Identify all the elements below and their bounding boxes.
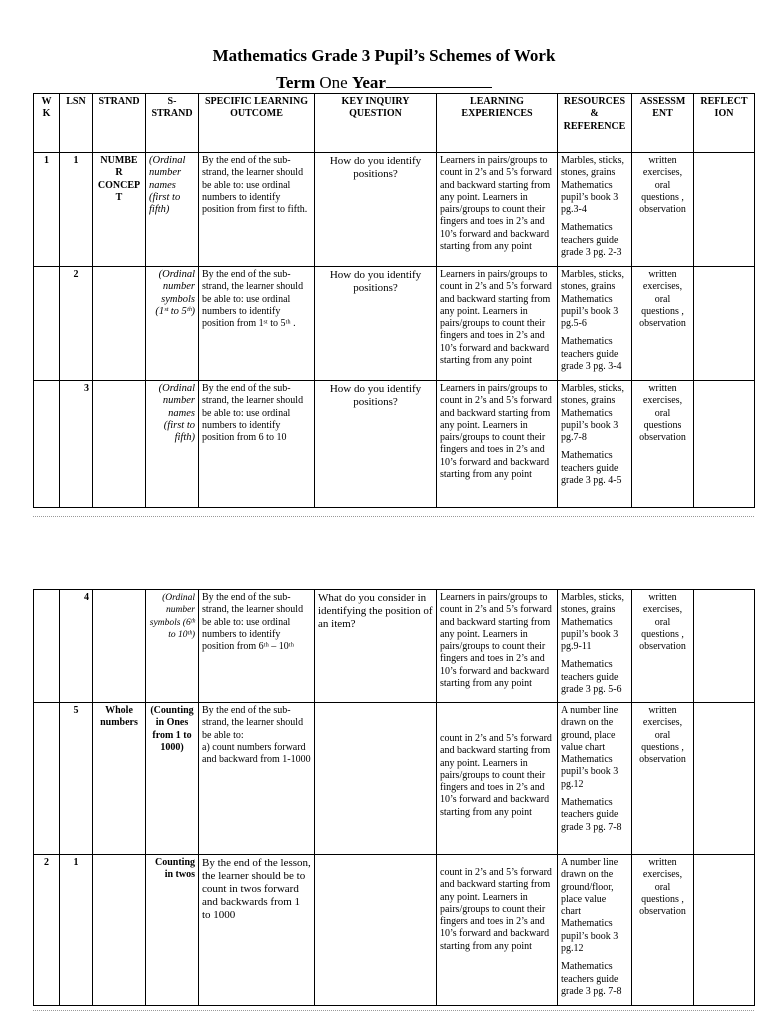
cell-reflection (694, 703, 755, 855)
header-strand: STRAND (93, 94, 146, 153)
cell-lsn: 1 (60, 855, 93, 1006)
header-sstrand: S-STRAND (146, 94, 199, 153)
cell-outcome: By the end of the sub-strand, the learner should be able to: use ordinal numbers to identify position from 6ᵗʰ – 10ᵗʰ (199, 590, 315, 703)
outcome-item: a) count numbers forward and backward from 1-1000 (202, 741, 311, 766)
cell-lsn: 2 (60, 267, 93, 381)
cell-wk: 2 (34, 855, 60, 1006)
cell-lsn: 4 (60, 590, 93, 703)
cell-resources (558, 381, 632, 508)
document-title: Mathematics Grade 3 Pupil’s Schemes of Work (212, 46, 556, 65)
cell-wk (34, 590, 60, 703)
cell-assessment: written exercises, oral questions observation (632, 381, 694, 508)
cell-reflection (694, 381, 755, 508)
table-row (34, 153, 755, 267)
cell-assessment: written exercises, oral questions , observation (632, 855, 694, 1006)
header-resources: RESOURCES & REFERENCE (558, 94, 632, 153)
resources-guide: Mathematics teachers guide grade 3 pg. 7-8 (561, 961, 622, 997)
cell-inquiry (315, 855, 437, 1006)
cell-inquiry: How do you identify positions? (315, 381, 437, 508)
cell-experiences: Learners in pairs/groups to count in 2’s and 5’s forward and backward starting from any point. Learners in pairs/groups to count their fingers and toes in 2’s and 10’s forward and backward starting from any point (437, 590, 558, 703)
cell-experiences (437, 855, 558, 1006)
header-assessment: ASSESSM ENT (632, 94, 694, 153)
cell-resources (558, 267, 632, 381)
year-label: Year (351, 73, 386, 92)
cell-outcome: By the end of the sub-strand, the learner should be able to: use ordinal numbers to identify position from first to fifth. (199, 153, 315, 267)
scheme-table-1 (33, 93, 755, 508)
resources-materials: Marbles, sticks, stones, grains Mathematics pupil’s book 3 pg.9-11 (561, 592, 625, 653)
cell-strand (93, 855, 146, 1006)
cell-inquiry: How do you identify positions? (315, 267, 437, 381)
cell-outcome (199, 703, 315, 855)
outcome-text: By the end of the sub-strand, the learner should be able to: (202, 705, 304, 741)
year-blank (386, 72, 492, 88)
header-lsn: LSN (60, 94, 93, 153)
cell-sstrand: Counting in twos (146, 855, 199, 1006)
cell-lsn: 3 (60, 381, 93, 508)
cell-resources (558, 153, 632, 267)
cell-sstrand: (Counting in Ones from 1 to 1000) (146, 703, 199, 855)
cell-inquiry (315, 703, 437, 855)
cell-outcome: By the end of the sub-strand, the learner should be able to: use ordinal numbers to identify position from 1ˢᵗ to 5ᵗʰ . (199, 267, 315, 381)
experiences-text: count in 2’s and 5’s forward and backward starting from any point. Learners in pairs/groups to count their fingers and toes in 2’s and 10’s forward and backward starting from any point (440, 733, 552, 818)
cell-sstrand: (Ordinal number symbols (1ˢᵗ to 5ᵗʰ) (146, 267, 199, 381)
cell-experiences: Learners in pairs/groups to count in 2’s and 5’s forward and backward starting from any point. Learners in pairs/groups to count their fingers and toes in 2’s and 10’s forward and backward starting from any point (437, 381, 558, 508)
cell-assessment: written exercises, oral questions , observation (632, 153, 694, 267)
header-experiences: LEARNING EXPERIENCES (437, 94, 558, 153)
cell-resources (558, 590, 632, 703)
resources-materials: Marbles, sticks, stones, grains Mathematics pupil’s book 3 pg.3-4 (561, 155, 625, 216)
cell-reflection (694, 153, 755, 267)
cell-wk (34, 381, 60, 508)
resources-materials: A number line drawn on the ground, place value chart Mathematics pupil’s book 3 pg.12 (561, 705, 619, 790)
header-inquiry: KEY INQUIRY QUESTION (315, 94, 437, 153)
cell-strand (93, 267, 146, 381)
header-reflection: REFLECT ION (694, 94, 755, 153)
cell-experiences: Learners in pairs/groups to count in 2’s and 5’s forward and backward starting from any point. Learners in pairs/groups to count their fingers and toes in 2’s and 10’s forward and backward starting from any point (437, 153, 558, 267)
resources-guide: Mathematics teachers guide grade 3 pg. 2-3 (561, 222, 622, 259)
cell-wk (34, 703, 60, 855)
cell-strand (93, 590, 146, 703)
cell-wk (34, 267, 60, 381)
experiences-text: count in 2’s and 5’s forward and backward starting from any point. Learners in pairs/groups to count their fingers and toes in 2’s and 10’s forward and backward starting from any point (440, 867, 552, 952)
cell-strand: Whole numbers (93, 703, 146, 855)
header-wk: W K (34, 94, 60, 153)
resources-materials: Marbles, sticks, stones, grains Mathematics pupil’s book 3 pg.7-8 (561, 383, 625, 444)
page-break-dots (33, 512, 754, 517)
resources-guide: Mathematics teachers guide grade 3 pg. 7-8 (561, 797, 622, 833)
cell-experiences (437, 703, 558, 855)
resources-guide: Mathematics teachers guide grade 3 pg. 3-4 (561, 336, 622, 373)
cell-experiences: Learners in pairs/groups to count in 2’s and 5’s forward and backward starting from any point. Learners in pairs/groups to count their fingers and toes in 2’s and 10’s forward and backward starting from any point (437, 267, 558, 381)
cell-strand: NUMBE R CONCEP T (93, 153, 146, 267)
resources-materials: A number line drawn on the ground/floor, place value chart Mathematics pupil’s book 3 pg.12 (561, 857, 619, 955)
cell-assessment: written exercises, oral questions , observation (632, 703, 694, 855)
table-row (34, 855, 755, 1006)
cell-sstrand: (Ordinal number names (first to fifth) (146, 153, 199, 267)
cell-inquiry: What do you consider in identifying the position of an item? (315, 590, 437, 703)
cell-inquiry: How do you identify positions? (315, 153, 437, 267)
cell-reflection (694, 267, 755, 381)
cell-reflection (694, 590, 755, 703)
resources-guide: Mathematics teachers guide grade 3 pg. 5-6 (561, 659, 622, 696)
table-row (34, 381, 755, 508)
cell-wk: 1 (34, 153, 60, 267)
cell-sstrand: (Ordinal number names (first to fifth) (146, 381, 199, 508)
header-row (34, 94, 755, 153)
cell-reflection (694, 855, 755, 1006)
header-outcome: SPECIFIC LEARNING OUTCOME (199, 94, 315, 153)
term-label: Term (276, 73, 316, 92)
table-row (34, 267, 755, 381)
cell-sstrand: (Ordinal number symbols (6ᵗʰ to 10ᵗʰ) (146, 590, 199, 703)
page-break-dots (33, 1006, 754, 1011)
cell-outcome: By the end of the lesson, the learner should be to count in twos forward and backwards from 1 to 1000 (199, 855, 315, 1006)
table-row (34, 590, 755, 703)
resources-guide: Mathematics teachers guide grade 3 pg. 4-5 (561, 450, 622, 487)
term-value: One (319, 73, 348, 92)
cell-assessment: written exercises, oral questions , observation (632, 267, 694, 381)
document-subtitle (0, 72, 768, 93)
cell-resources (558, 855, 632, 1006)
cell-strand (93, 381, 146, 508)
cell-outcome: By the end of the sub-strand, the learner should be able to: use ordinal numbers to identify position from 6 to 10 (199, 381, 315, 508)
cell-resources (558, 703, 632, 855)
scheme-table-2 (33, 589, 755, 1006)
table-row (34, 703, 755, 855)
cell-lsn: 5 (60, 703, 93, 855)
cell-assessment: written exercises, oral questions , observation (632, 590, 694, 703)
cell-lsn: 1 (60, 153, 93, 267)
resources-materials: Marbles, sticks, stones, grains Mathematics pupil’s book 3 pg.5-6 (561, 269, 625, 330)
